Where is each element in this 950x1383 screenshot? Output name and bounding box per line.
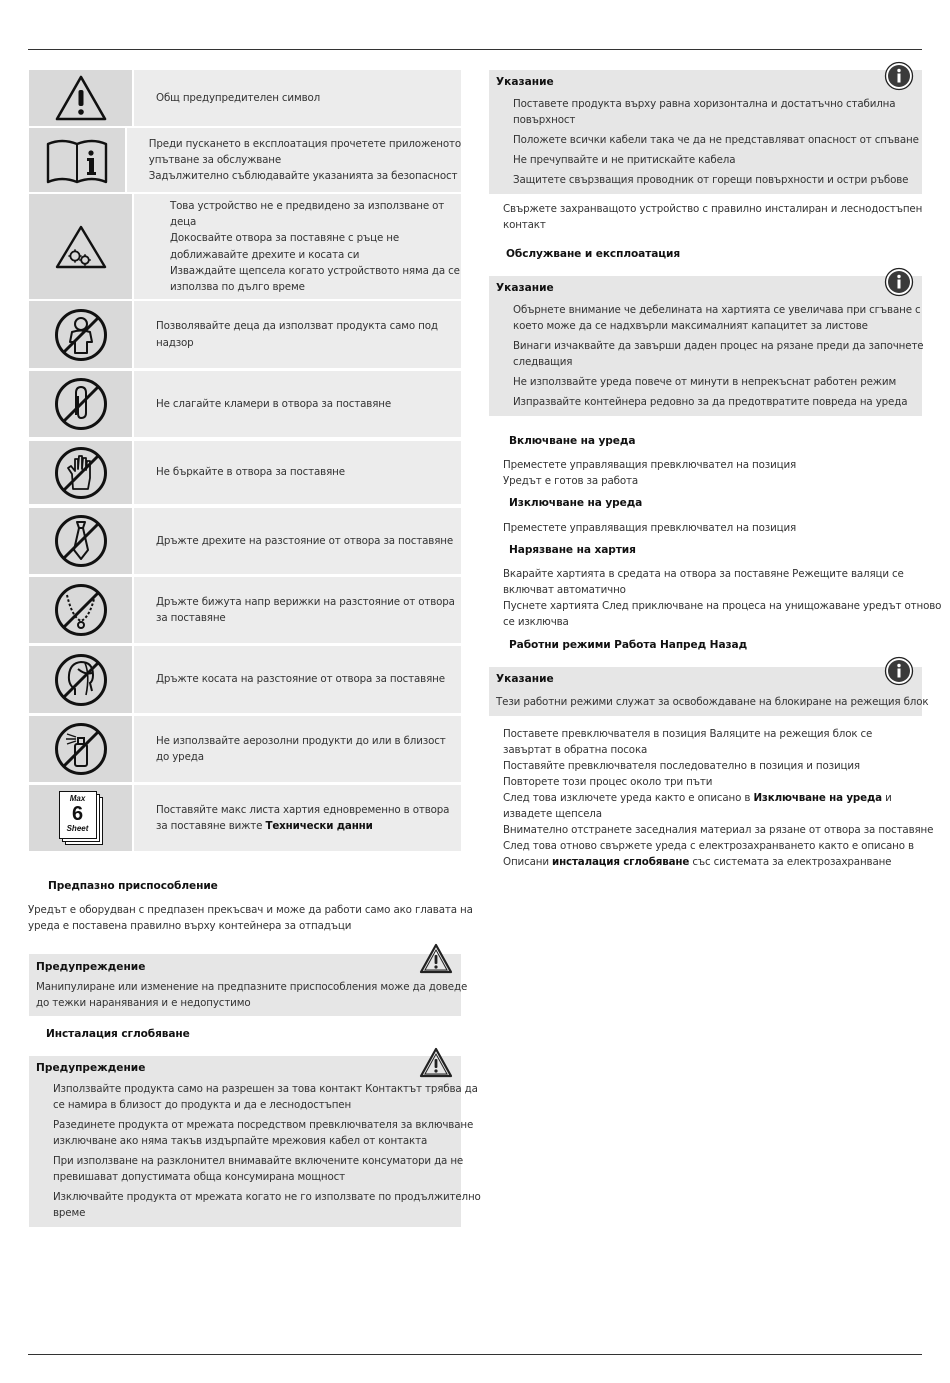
note-title: Указание <box>496 673 554 685</box>
list-item: Разединете продукта от мрежата посредством превключвателя за включване изключване ако няма такъв издърпайте мрежовия кабел от контакта <box>53 1119 474 1147</box>
install-heading: Инсталация сглобяване <box>46 1028 190 1040</box>
safety-text: Това устройство не е предвидено за използване от деца Докосвайте отвора за поставяне с ръце не доближавайте дрехите и косата си Изваждайте щепсела когато устройството няма да се използва по дълго време <box>134 194 461 299</box>
list-item: Изпразвайте контейнера редовно за да предотвратите повреда на уреда <box>513 396 908 408</box>
safety-row <box>29 128 461 192</box>
safety-text: Поставяйте макс листа хартия едновременно в отвора за поставяне вижте Технически данни <box>134 785 461 851</box>
safety-text: Не използвайте аерозолни продукти до или в близост до уреда <box>134 716 461 782</box>
warning-list <box>53 1081 481 1221</box>
safety-row <box>29 194 461 299</box>
shredding-heading: Нарязване на хартия <box>509 544 636 556</box>
note-list <box>513 96 919 188</box>
general-warning-icon <box>29 70 132 126</box>
max-sheets-icon <box>29 785 132 851</box>
badge-sheet: Sheet <box>66 824 89 833</box>
list-item: Не използвайте уреда повече от минути в непрекъснат работен режим <box>513 376 897 388</box>
no-hair-icon <box>29 646 132 713</box>
entanglement-warning-icon <box>29 194 132 299</box>
safety-text: Дръжте дрехите на разстояние от отвора за поставяне <box>134 508 461 574</box>
warning-triangle-icon <box>419 943 453 974</box>
note-box-modes <box>489 667 929 716</box>
warning-box-protection <box>29 954 468 1016</box>
switch-on-heading: Включване на уреда <box>509 435 636 447</box>
list-item: Поставете продукта върху равна хоризонтална и достатъчно стабилна повърхност <box>513 98 896 126</box>
safety-text: Не бъркайте в отвора за поставяне <box>134 441 461 504</box>
warning-title: Предупреждение <box>36 961 146 973</box>
no-tie-icon <box>29 508 132 574</box>
info-icon <box>884 61 914 91</box>
read-manual-icon <box>29 128 125 192</box>
no-jewellery-icon <box>29 577 132 643</box>
switch-on-text: Преместете управляващия превключвател на позиция Уредът е готов за работа <box>503 459 797 487</box>
list-item: Защитете свързващия проводник от горещи повърхности и остри ръбове <box>513 174 909 186</box>
note-list <box>513 302 923 410</box>
badge-number: 6 <box>71 803 84 825</box>
list-item: Изключвайте продукта от мрежата когато не го използвате по продължително време <box>53 1191 481 1219</box>
modes-heading: Работни режими Работа Напред Назад <box>509 639 748 651</box>
bottom-rule <box>28 1354 922 1355</box>
connect-text: Свържете захранващото устройство с правилно инсталиран и леснодостъпен контакт <box>503 203 923 231</box>
safety-text: Дръжте косата на разстояние от отвора за поставяне <box>134 646 461 713</box>
safety-text: Дръжте бижута напр верижки на разстояние от отвора за поставяне <box>134 577 461 643</box>
safety-row <box>29 716 461 782</box>
list-item: Не пречупвайте и не притискайте кабела <box>513 154 736 166</box>
safety-row <box>29 508 461 574</box>
safety-row <box>29 301 461 368</box>
operation-heading: Обслужване и експлоатация <box>506 248 681 260</box>
shredding-text: Вкарайте хартията в средата на отвора за поставяне Режещите валяци се включват автоматично Пуснете хартията След приключване на процеса на унищожаване уредът отново се изключва <box>503 568 942 628</box>
no-children-icon <box>29 301 132 368</box>
safety-text: Позволявайте деца да използват продукта само под надзор <box>134 301 461 368</box>
warning-triangle-icon <box>419 1047 453 1078</box>
note-box-operation <box>489 276 922 416</box>
list-item: Обърнете внимание че дебелината на хартията се увеличава при сгъване с което може да се надхвърли максималният капацитет за листове <box>513 304 921 332</box>
safety-text: Общ предупредителен символ <box>134 70 461 126</box>
top-rule <box>28 49 922 50</box>
safety-row <box>29 577 461 643</box>
badge-max: Max <box>69 794 86 803</box>
safety-row <box>29 70 461 126</box>
modes-text: Поставете превключвателя в позиция Валяците на режещия блок се завъртат в обратна посока Поставяйте превключвателя последователно в позиция и позиция Повторете този процес около три пъти След това изключете уреда както е описано в Изключване на уреда и извадете щепсела Внимателно отстранете заседналия материал за рязане от отвора за поставяне След това отново свържете уреда с електрозахранването както е описано в Описани инсталация сглобяване със системата за електрозахранване <box>503 728 934 868</box>
warning-title: Предупреждение <box>36 1062 146 1074</box>
no-hands-icon <box>29 441 132 504</box>
note-title: Указание <box>496 76 554 88</box>
safety-text: Преди пускането в експлоатация прочетете приложеното упътване за обслужване Задължително съблюдавайте указанията за безопасност <box>127 128 461 192</box>
list-item: Положете всички кабели така че да не представляват опасност от спъване <box>513 134 919 146</box>
info-icon <box>884 267 914 297</box>
info-icon <box>884 656 914 686</box>
list-item: Винаги изчаквайте да завърши даден процес на рязане преди да започнете следващия <box>513 340 924 368</box>
safety-row <box>29 785 461 851</box>
warning-text: Манипулиране или изменение на предпазните приспособления може да доведе до тежки наранявания и е недопустимо <box>36 981 468 1009</box>
no-aerosol-icon <box>29 716 132 782</box>
safety-row <box>29 441 461 504</box>
note-title: Указание <box>496 282 554 294</box>
warning-box-install <box>29 1056 481 1227</box>
protection-text: Уредът е оборудван с предпазен прекъсвач и може да работи само ако главата на уреда е поставена правилно върху контейнера за отпадъци <box>28 904 473 932</box>
safety-row <box>29 371 461 437</box>
safety-row <box>29 646 461 713</box>
switch-off-text: Преместете управляващия превключвател на позиция <box>503 522 797 534</box>
switch-off-heading: Изключване на уреда <box>509 497 643 509</box>
list-item: При използване на разклонител внимавайте включените консуматори да не превишават допустимата обща консумирана мощност <box>53 1155 464 1183</box>
note-box-setup <box>489 70 922 194</box>
note-text: Тези работни режими служат за освобождаване на блокиране на режещия блок <box>496 696 929 708</box>
no-paperclips-icon <box>29 371 132 437</box>
list-item: Използвайте продукта само на разрешен за това контакт Контактът трябва да се намира в близост до продукта и да е леснодостъпен <box>53 1083 478 1111</box>
protection-heading: Предпазно приспособление <box>48 880 218 892</box>
safety-text: Не слагайте кламери в отвора за поставяне <box>134 371 461 437</box>
